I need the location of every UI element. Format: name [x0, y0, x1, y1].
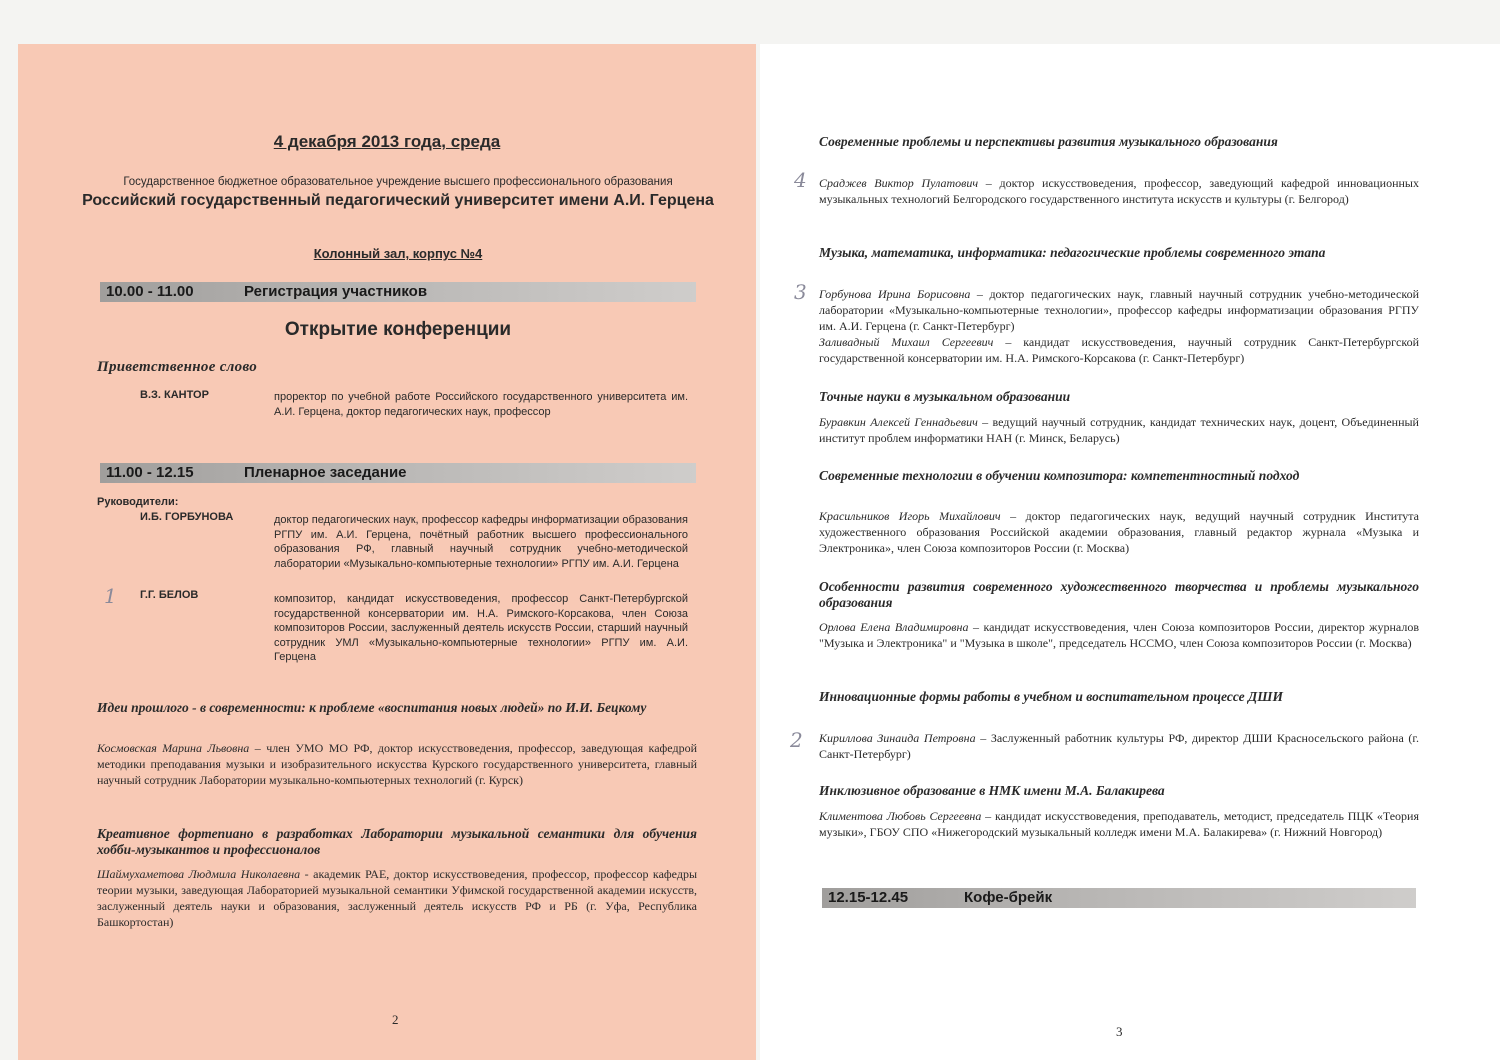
talk-desc: – ведущий научный сотрудник, кандидат технических наук, доцент, Объединенный институт проблем информатики НАН (г. Минск, Беларусь): [819, 415, 1419, 445]
talk-author: Красильников Игорь Михайлович: [819, 509, 1001, 523]
left-page: [18, 44, 756, 1060]
handwritten-mark: 2: [790, 728, 803, 752]
talk-title: Креативное фортепиано в разработках Лаборатории музыкальной семантики для обучения хобби-музыкантов и профессионалов: [97, 826, 697, 857]
talk-author: Климентова Любовь Сергеевна: [819, 809, 982, 823]
talk-title: Особенности развития современного художественного творчества и проблемы музыкального образования: [819, 579, 1419, 610]
talk-author: Орлова Елена Владимировна: [819, 620, 969, 634]
leader-desc: композитор, кандидат искусствоведения, профессор Санкт-Петербургской государственной консерватории им. Н.А. Римского-Корсакова, член Союза композиторов России, заслуженный деятель искусств России, старший научный сотрудник УМЛ «Музыкально-компьютерные технологии» РГПУ им. А.И. Герцена: [274, 593, 688, 663]
leader-desc: доктор педагогических наук, профессор кафедры информатизации образования РГПУ им. А.И. Герцена, почётный работник высшего профессионального образования РФ, главный научный сотрудник учебно-методической лаборатории «Музыкально-компьютерные технологии» РГПУ им. А.И. Герцена: [274, 514, 688, 570]
page-number: 2: [392, 1012, 399, 1027]
talk-title: Инновационные формы работы в учебном и воспитательном процессе ДШИ: [819, 689, 1283, 704]
talk-author: Кириллова Зинаида Петровна: [819, 731, 976, 745]
institution-subtitle: Государственное бюджетное образовательное учреждение высшего профессионального образования: [123, 176, 673, 188]
handwritten-mark: 1: [104, 584, 117, 608]
talk-desc: – член УМО МО РФ, доктор искусствоведения, профессор, заведующая кафедрой методики преподавания музыки и изобразительного искусства Курского государственного университета, главный научный сотрудник Лаборатории музыкально-компьютерных технологий (г. Курск): [97, 741, 697, 787]
talk-author: Космовская Марина Львовна: [97, 741, 250, 755]
talk-author: Шаймухаметова Людмила Николаевна: [97, 867, 301, 881]
talk-desc: – Заслуженный работник культуры РФ, директор ДШИ Красносельского района (г. Санкт-Петербург): [819, 731, 1419, 761]
talk-author: Буравкин Алексей Геннадьевич: [819, 415, 978, 429]
talk-desc: – кандидат искусствоведения, член Союза композиторов России, директор журналов "Музыка и Электроника" и "Музыка в школе", председатель НССМО, член Союза композиторов России (г. Москва): [819, 620, 1419, 650]
leader-name: Г.Г. БЕЛОВ: [140, 589, 199, 601]
talk-author: Сраджев Виктор Пулатович: [819, 176, 979, 190]
talk-title: Современные проблемы и перспективы развития музыкального образования: [819, 134, 1278, 149]
registration-bar: [100, 282, 696, 302]
venue: Колонный зал, корпус №4: [313, 246, 483, 261]
coffee-break-label: Кофе-брейк: [964, 889, 1053, 906]
coffee-break-bar: [822, 888, 1416, 908]
talk-title: Точные науки в музыкальном образовании: [819, 389, 1071, 404]
talk-desc: - академик РАЕ, доктор искусствоведения, профессор, профессор кафедры теории музыки, заведующая Лабораторией музыкальной семантики Уфимской государственной академии искусств, заслуженный деятель науки и образования, заслуженный деятель искусств РФ и РБ (г. Уфа, Республика Башкортостан): [97, 867, 698, 929]
talk-desc: – доктор искусствоведения, профессор, заведующий кафедрой инновационных музыкальных технологий Белгородского государственного института искусств и культуры (г. Белгород): [819, 176, 1419, 206]
talk-body: [97, 866, 697, 930]
registration-time: 10.00 - 11.00: [106, 283, 194, 300]
talk-title: Современные технологии в обучении композитора: компетентностный подход: [819, 468, 1300, 483]
talk-title: Музыка, математика, информатика: педагогические проблемы современного этапа: [819, 245, 1326, 260]
talk-body: [819, 286, 1419, 366]
handwritten-mark: 3: [794, 280, 807, 304]
talk-desc: – кандидат искусствоведения, преподаватель, методист, председатель ПЦК «Теория музыки», ГБОУ СПО «Нижегородский музыкальный колледж имени М.А. Балакирева» (г. Нижний Новгород): [819, 809, 1419, 839]
opening-title: Открытие конференции: [284, 319, 512, 340]
registration-label: Регистрация участников: [244, 283, 428, 300]
talk-desc: – доктор педагогических наук, главный научный сотрудник учебно-методической лаборатории «Музыкально-компьютерные технологии», профессор кафедры информатизации образования РГПУ им. А.И. Герцена (г. Санкт-Петербург): [819, 287, 1419, 333]
leaders-heading: Руководители:: [97, 496, 179, 508]
institution-name: Российский государственный педагогический университет имени А.И. Герцена: [82, 192, 714, 209]
leader-name: И.Б. ГОРБУНОВА: [140, 511, 234, 523]
talk-desc: – доктор педагогических наук, ведущий научный сотрудник Института художественного образования Российской академии образования, главный редактор журнала «Музыка и Электроника», член Союза композиторов России (г. Москва): [819, 509, 1419, 555]
plenary-bar: [100, 463, 696, 483]
right-page: [760, 44, 1500, 1060]
date-title: 4 декабря 2013 года, среда: [273, 132, 501, 151]
greeting-desc: проректор по учебной работе Российского государственного университета им. А.И. Герцена, доктор педагогических наук, профессор: [274, 391, 688, 418]
talk-body: [819, 619, 1419, 651]
greeting-name: В.З. КАНТОР: [140, 389, 209, 401]
coffee-break-time: 12.15-12.45: [828, 889, 909, 906]
handwritten-mark: 4: [794, 168, 807, 192]
talk-body: [819, 508, 1419, 556]
talk-body: [819, 175, 1419, 207]
talk-desc: – кандидат искусствоведения, научный сотрудник Санкт-Петербургской государственной консерватории им. Н.А. Римского-Корсакова (г. Санкт-Петербург): [819, 335, 1419, 365]
talk-title: Инклюзивное образование в НМК имени М.А. Балакирева: [819, 783, 1165, 798]
talk-body: [819, 730, 1419, 762]
talk-body: [819, 808, 1419, 840]
talk-title: Идеи прошлого - в современности: к проблеме «воспитания новых людей» по И.И. Бецкому: [97, 700, 647, 715]
talk-body: [819, 414, 1419, 446]
talk-author: Горбунова Ирина Борисовна: [819, 287, 971, 301]
talk-author: Заливадный Михаил Сергеевич: [819, 335, 994, 349]
talk-body: [97, 740, 697, 788]
plenary-time: 11.00 - 12.15: [106, 464, 194, 481]
page-number: 3: [1116, 1024, 1123, 1039]
greeting-heading: Приветственное слово: [97, 359, 258, 375]
plenary-label: Пленарное заседание: [244, 464, 407, 481]
